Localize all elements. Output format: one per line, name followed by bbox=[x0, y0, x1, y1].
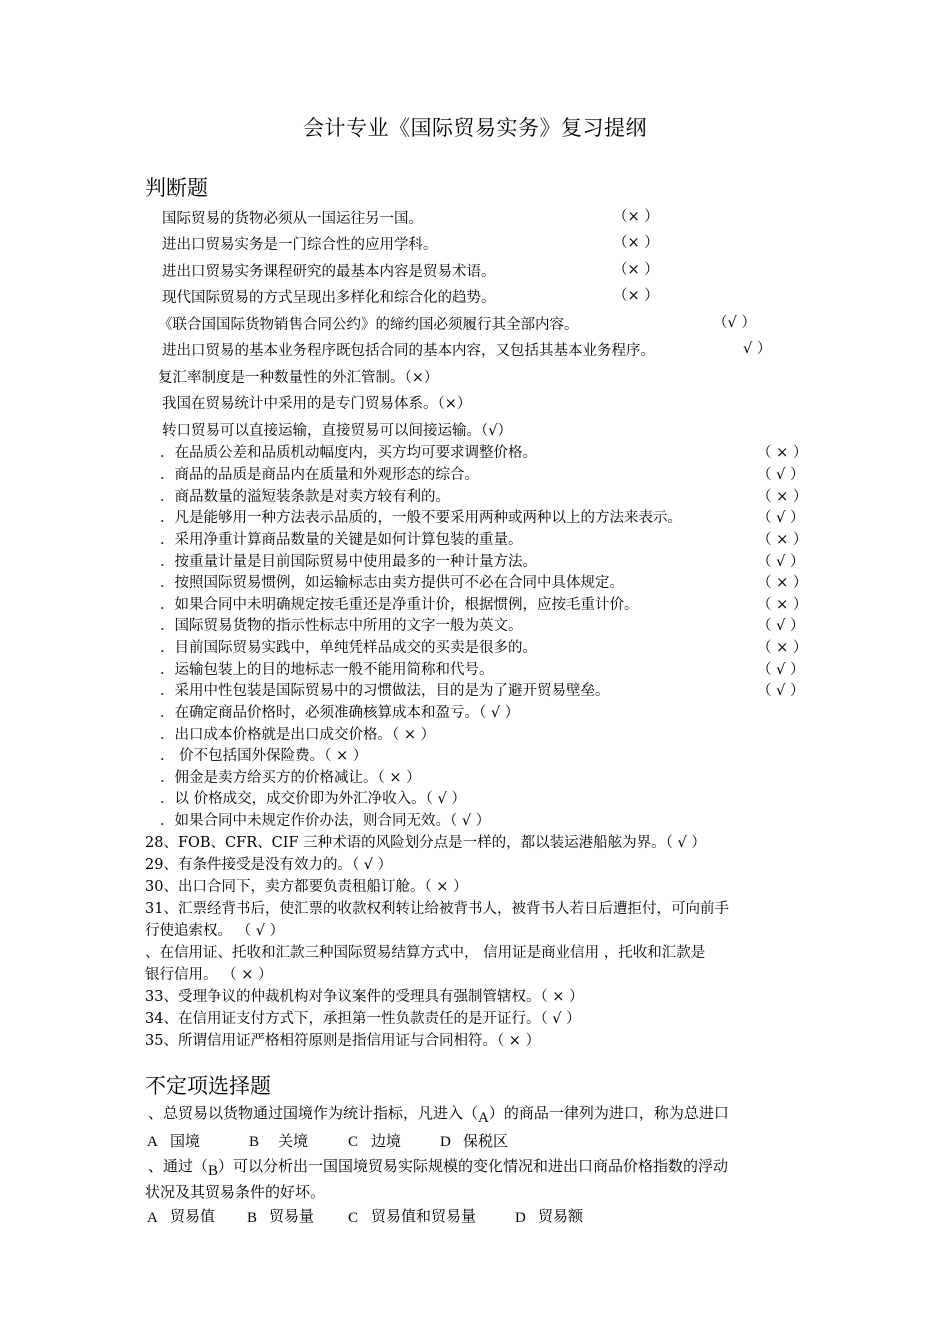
option-text: 贸易值和贸易量 bbox=[371, 1207, 477, 1225]
choice-answer-1: A bbox=[478, 1110, 489, 1126]
judge-answer: （ √ ） bbox=[757, 467, 805, 483]
judge-item: 行使追索权。 （ √ ） bbox=[145, 923, 285, 939]
choice-answer-2: B bbox=[208, 1163, 219, 1179]
judge-answer: （ √ ） bbox=[757, 662, 805, 678]
section-heading-choice: 不定项选择题 bbox=[145, 1074, 271, 1098]
judge-item: ．国际贸易货物的指示性标志中所用的文字一般为英文。 bbox=[160, 618, 523, 634]
judge-item: 转口贸易可以直接运输，直接贸易可以间接运输。（√） bbox=[162, 423, 512, 439]
judge-item: 国际贸易的货物必须从一国运往另一国。 bbox=[162, 211, 423, 227]
judge-answer: （ √ ） bbox=[757, 554, 805, 570]
option-text: 保税区 bbox=[463, 1132, 509, 1150]
judge-item: ．目前国际贸易实践中，单纯凭样品成交的买卖是很多的。 bbox=[160, 640, 537, 656]
judge-item: ． 价不包括国外保险费。（ × ） bbox=[160, 748, 368, 764]
judge-item: ．佣金是卖方给买方的价格减让。（ × ） bbox=[160, 770, 421, 786]
judge-answer: （ √ ） bbox=[757, 683, 805, 699]
judge-item: ．商品的品质是商品内在质量和外观形态的综合。 bbox=[160, 467, 479, 483]
judge-item: ．商品数量的溢短装条款是对卖方较有利的。 bbox=[160, 489, 450, 505]
judge-answer: （ × ） bbox=[757, 532, 808, 548]
option-text: 国境 bbox=[170, 1132, 201, 1150]
option-letter: A bbox=[147, 1134, 158, 1150]
option-text: 贸易量 bbox=[269, 1207, 315, 1225]
judge-item: 复汇率制度是一种数量性的外汇管制。（×） bbox=[158, 370, 439, 386]
judge-item: ．采用净重计算商品数量的关键是如何计算包装的重量。 bbox=[160, 532, 523, 548]
judge-answer: （ √ ） bbox=[757, 618, 805, 634]
document-title: 会计专业《国际贸易实务》复习提纲 bbox=[303, 116, 647, 140]
judge-answer: （ × ） bbox=[757, 445, 808, 461]
judge-item: ．如果合同中未明确规定按毛重还是净重计价，根据惯例，应按毛重计价。 bbox=[160, 597, 639, 613]
judge-answer: √ ） bbox=[743, 341, 772, 357]
judge-item: 我国在贸易统计中采用的是专门贸易体系。（×） bbox=[162, 396, 472, 412]
choice-question-1: 、总贸易以货物通过国境作为统计指标，凡进入（A）的商品一律列为进口，称为总进口 bbox=[148, 1104, 729, 1126]
judge-item: ．运输包装上的目的地标志一般不能用简称和代号。 bbox=[160, 662, 494, 678]
judge-answer: （ × ） bbox=[757, 489, 808, 505]
judge-item: 35、所谓信用证严格相符原则是指信用证与合同相符。（ × ） bbox=[145, 1033, 541, 1049]
judge-item: ．在确定商品价格时，必须准确核算成本和盈亏。（ √ ） bbox=[160, 705, 520, 721]
judge-item: 现代国际贸易的方式呈现出多样化和综合化的趋势。 bbox=[162, 290, 496, 306]
judge-item: 、在信用证、托收和汇款三种国际贸易结算方式中， 信用证是商业信用 ，托收和汇款是 bbox=[145, 945, 706, 961]
option-letter: B bbox=[247, 1210, 258, 1226]
judge-item: ．按照国际贸易惯例，如运输标志由卖方提供可不必在合同中具体规定。 bbox=[160, 575, 624, 591]
judge-item: 进出口贸易的基本业务程序既包括合同的基本内容，又包括其基本业务程序。 bbox=[162, 343, 655, 359]
judge-item: 进出口贸易实务课程研究的最基本内容是贸易术语。 bbox=[162, 264, 496, 280]
judge-item: ．按重量计量是目前国际贸易中使用最多的一种计量方法。 bbox=[160, 554, 537, 570]
judge-answer: （× ） bbox=[613, 209, 659, 225]
judge-item: ．出口成本价格就是出口成交价格。（ × ） bbox=[160, 727, 436, 743]
choice-question-2: 、通过（B）可以分析出一国国境贸易实际规模的变化情况和进出口商品价格指数的浮动 bbox=[148, 1157, 729, 1179]
judge-item: 34、在信用证支付方式下，承担第一性负款责任的是开证行。（ √ ） bbox=[145, 1011, 581, 1027]
option-letter: A bbox=[147, 1210, 158, 1226]
judge-answer: （× ） bbox=[613, 288, 659, 304]
judge-item: 《联合国国际货物销售合同公约》的缔约国必须履行其全部内容。 bbox=[158, 317, 579, 333]
judge-answer: （ √ ） bbox=[757, 510, 805, 526]
option-letter: D bbox=[440, 1134, 451, 1150]
judge-answer: （ × ） bbox=[757, 597, 808, 613]
judge-item: 银行信用。 （ × ） bbox=[145, 967, 273, 983]
option-text: 贸易额 bbox=[538, 1207, 584, 1225]
judge-item: 33、受理争议的仲裁机构对争议案件的受理具有强制管辖权。（ × ） bbox=[145, 989, 584, 1005]
option-letter: D bbox=[515, 1210, 526, 1226]
judge-item: ．凡是能够用一种方法表示品质的，一般不要采用两种或两种以上的方法来表示。 bbox=[160, 510, 682, 526]
judge-item: ．如果合同中未规定作价办法，则合同无效。（ √ ） bbox=[160, 813, 491, 829]
option-letter: B bbox=[249, 1134, 260, 1150]
judge-item: 29、有条件接受是没有效力的。（ √ ） bbox=[145, 857, 393, 873]
option-letter: C bbox=[348, 1210, 359, 1226]
choice-question-2-cont: 状况及其贸易条件的好坏。 bbox=[145, 1183, 326, 1201]
judge-item: ．在品质公差和品质机动幅度内，买方均可要求调整价格。 bbox=[160, 445, 537, 461]
judge-answer: （ × ） bbox=[757, 575, 808, 591]
judge-item: 31、汇票经背书后，使汇票的收款权利转让给被背书人，被背书人若日后遭拒付，可向前手 bbox=[145, 901, 729, 917]
judge-answer: （× ） bbox=[613, 262, 659, 278]
judge-answer: （ × ） bbox=[757, 640, 808, 656]
option-text: 关境 bbox=[278, 1132, 309, 1150]
judge-item: ．以 价格成交，成交价即为外汇净收入。（ √ ） bbox=[160, 791, 466, 807]
judge-answer: （× ） bbox=[613, 235, 659, 251]
option-text: 贸易值 bbox=[170, 1207, 216, 1225]
section-heading-judge: 判断题 bbox=[145, 176, 208, 200]
judge-item: 30、出口合同下，卖方都要负责租船订舱。（ × ） bbox=[145, 879, 468, 895]
judge-item: 进出口贸易实务是一门综合性的应用学科。 bbox=[162, 237, 438, 253]
judge-item: 28、FOB、CFR、CIF 三种术语的风险划分点是一样的，都以装运港船舷为界。（ √ ） bbox=[145, 835, 706, 851]
option-letter: C bbox=[348, 1134, 359, 1150]
judge-item: ．采用中性包装是国际贸易中的习惯做法，目的是为了避开贸易壁垒。 bbox=[160, 683, 610, 699]
option-text: 边境 bbox=[371, 1132, 402, 1150]
judge-answer: （√ ） bbox=[713, 315, 756, 331]
